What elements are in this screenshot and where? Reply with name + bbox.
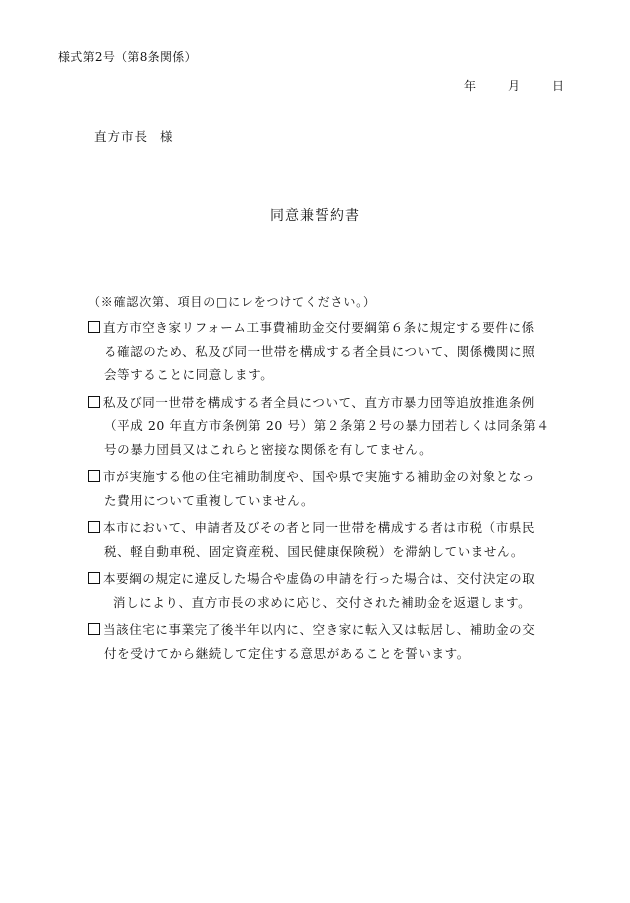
checklist-item-line: 号の暴力団員又はこれらと密接な関係を有してません。 (104, 441, 433, 457)
date-line (464, 77, 564, 94)
addressee-honorific: 様 (160, 129, 174, 144)
checklist (88, 316, 578, 669)
checkbox[interactable] (88, 572, 100, 584)
checklist-item-line: 消しにより、直方市長の求めに応じ、交付された補助金を返還します。 (113, 594, 532, 610)
checklist-item (88, 465, 578, 512)
checklist-item (88, 391, 578, 462)
checklist-item-line: 本市において、申請者及びその者と同一世帯を構成する者は市税（市県民 (103, 520, 536, 535)
checklist-item-line: る確認のため、私及び同一世帯を構成する者全員について、関係機関に照 (104, 343, 536, 359)
date-day-label: 日 (551, 79, 564, 93)
checkbox[interactable] (88, 470, 100, 482)
addressee (94, 127, 174, 145)
checklist-item-line: 本要綱の規定に違反した場合や虚偽の申請を行った場合は、交付決定の取 (103, 571, 536, 586)
checklist-item-line: 当該住宅に事業完了後半年以内に、空き家に転入又は転居し、補助金の交 (103, 622, 536, 637)
checklist-item-line: 私及び同一世帯を構成する者全員について、直方市暴力団等追放推進条例 (103, 394, 535, 410)
checklist-item-line: た費用について重複していません。 (104, 492, 315, 508)
checklist-item-line: 市が実施する他の住宅補助制度や、国や県で実施する補助金の対象となっ (103, 469, 536, 484)
checklist-item-line: 税、軽自動車税、固定資産税、国民健康保険税）を滞納していません。 (104, 543, 524, 559)
checklist-item-line: 付を受けてから継続して定住する意思があることを誓います。 (104, 645, 470, 661)
checklist-item-line: 会等することに同意します。 (104, 367, 274, 382)
checklist-item (88, 567, 578, 614)
checkbox[interactable] (88, 623, 100, 635)
checkbox[interactable] (88, 396, 100, 408)
checklist-item (88, 316, 578, 387)
form-number: 様式第2号（第8条関係） (58, 50, 197, 64)
date-month-label: 月 (507, 79, 520, 93)
instruction-note: （※確認次第、項目の□にレをつけてください。） (88, 295, 376, 309)
checkbox[interactable] (88, 521, 100, 533)
checklist-item-line: （平成 20 年直方市条例第 20 号）第２条第２号の暴力団若しくは同条第４ (104, 418, 550, 433)
page-title: 同意兼誓約書 (270, 208, 360, 224)
checklist-item-line: 直方市空き家リフォーム工事費補助金交付要綱第６条に規定する要件に係 (103, 320, 535, 335)
checklist-item (88, 516, 578, 563)
addressee-name: 直方市長 (94, 129, 149, 144)
date-year-label: 年 (463, 79, 476, 93)
checkbox[interactable] (88, 321, 100, 333)
checklist-item (88, 618, 578, 665)
